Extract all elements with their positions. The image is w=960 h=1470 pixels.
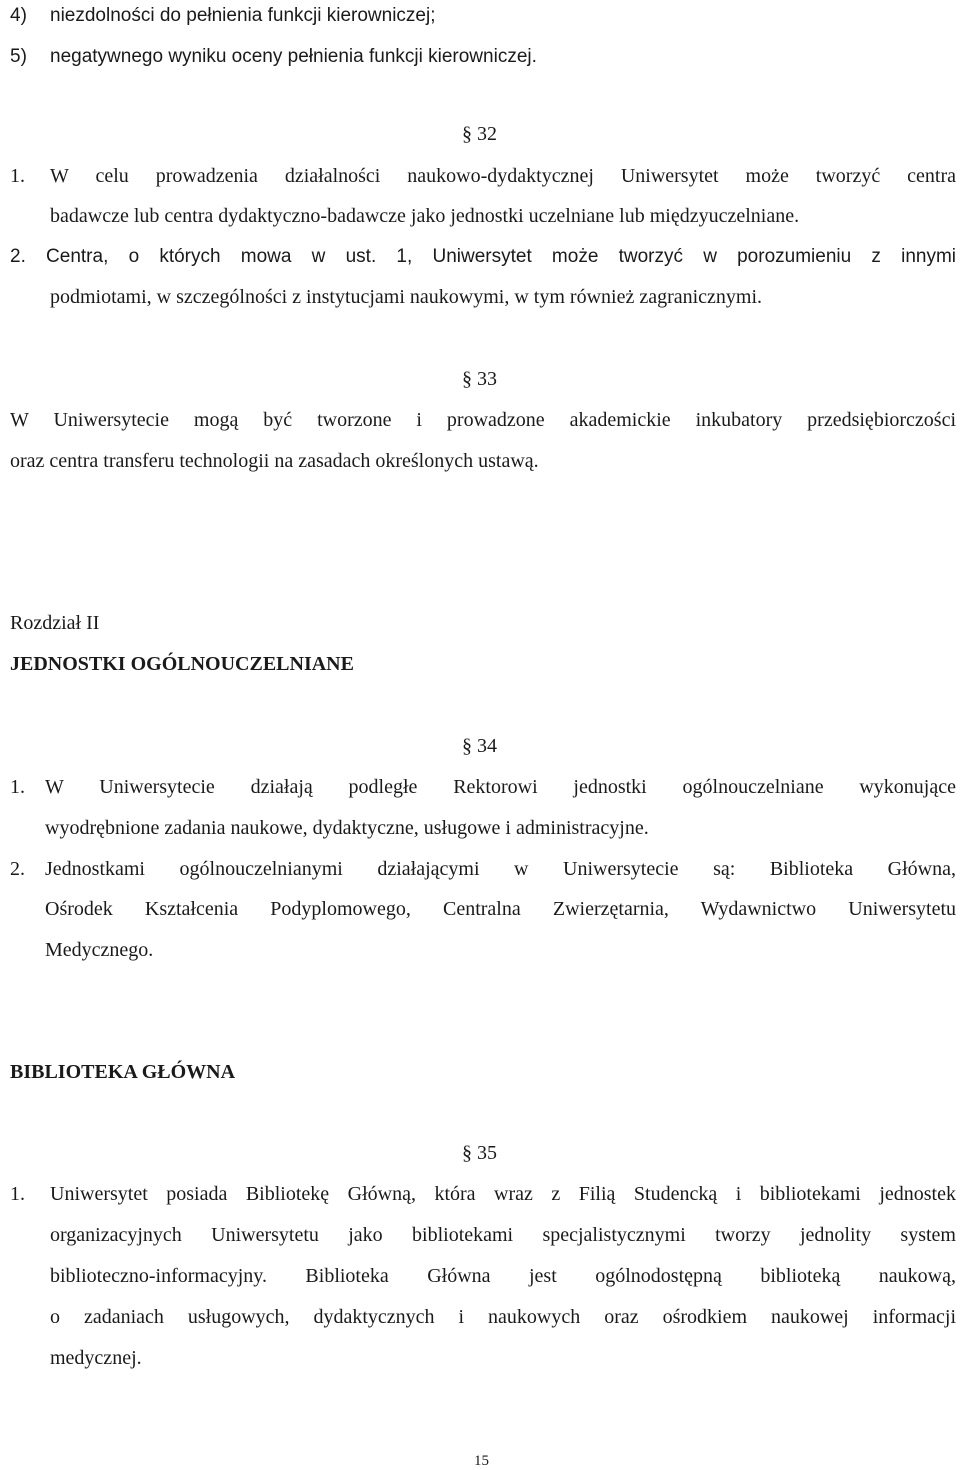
paragraph-line: Jednostkami ogólnouczelnianymi działającymi w Uniwersytecie są: Biblioteka Główna, (45, 858, 956, 880)
paragraph-line: badawcze lub centra dydaktyczno-badawcze jako jednostki uczelniane lub międzyuczelniane. (50, 205, 800, 227)
paragraph-line: 2. Centra, o których mowa w ust. 1, Uniwersytet może tworzyć w porozumieniu z innymi (10, 246, 956, 267)
paragraph-line: o zadaniach usługowych, dydaktycznych i naukowych oraz ośrodkiem naukowej informacji (50, 1306, 956, 1328)
page-number: 15 (474, 1453, 489, 1469)
section-heading-35: § 35 (462, 1142, 497, 1164)
section-title: BIBLIOTEKA GŁÓWNA (10, 1061, 236, 1083)
section-heading-34: § 34 (462, 735, 497, 757)
paragraph-line: biblioteczno-informacyjny. Biblioteka Główna jest ogólnodostępną biblioteką naukową, (50, 1265, 956, 1287)
paragraph-line: organizacyjnych Uniwersytetu jako bibliotekami specjalistycznymi tworzy jednolity system (50, 1224, 956, 1246)
list-item-text: niezdolności do pełnienia funkcji kierowniczej; (50, 5, 436, 26)
paragraph-line: W Uniwersytecie działają podległe Rektorowi jednostki ogólnouczelniane wykonujące (45, 776, 956, 798)
section-heading-32: § 32 (462, 123, 497, 145)
paragraph-number: 2. (10, 858, 25, 880)
paragraph-line: Ośrodek Kształcenia Podyplomowego, Centralna Zwierzętarnia, Wydawnictwo Uniwersytetu (45, 898, 956, 920)
paragraph-line: medycznej. (50, 1347, 142, 1369)
list-item-number: 4) (10, 5, 27, 26)
section-heading-33: § 33 (462, 368, 497, 390)
list-item-text: negatywnego wyniku oceny pełnienia funkcji kierowniczej. (50, 46, 537, 67)
paragraph-line: wyodrębnione zadania naukowe, dydaktyczne, usługowe i administracyjne. (45, 817, 649, 839)
paragraph-line: podmiotami, w szczególności z instytucjami naukowymi, w tym również zagranicznymi. (50, 286, 763, 308)
paragraph-line: Uniwersytet posiada Bibliotekę Główną, która wraz z Filią Studencką i bibliotekami jednostek (50, 1183, 956, 1205)
paragraph-line: W Uniwersytecie mogą być tworzone i prowadzone akademickie inkubatory przedsiębiorczości (10, 409, 956, 431)
paragraph-number: 1. (10, 776, 25, 798)
chapter-label: Rozdział II (10, 612, 100, 634)
paragraph-number: 1. (10, 165, 25, 187)
paragraph-line: oraz centra transferu technologii na zasadach określonych ustawą. (10, 450, 539, 472)
paragraph-number: 1. (10, 1183, 25, 1205)
paragraph-line: W celu prowadzenia działalności naukowo-dydaktycznej Uniwersytet może tworzyć centra (50, 165, 956, 187)
chapter-title: JEDNOSTKI OGÓLNOUCZELNIANE (10, 653, 354, 675)
paragraph-line: Medycznego. (45, 939, 154, 961)
list-item-number: 5) (10, 46, 27, 67)
